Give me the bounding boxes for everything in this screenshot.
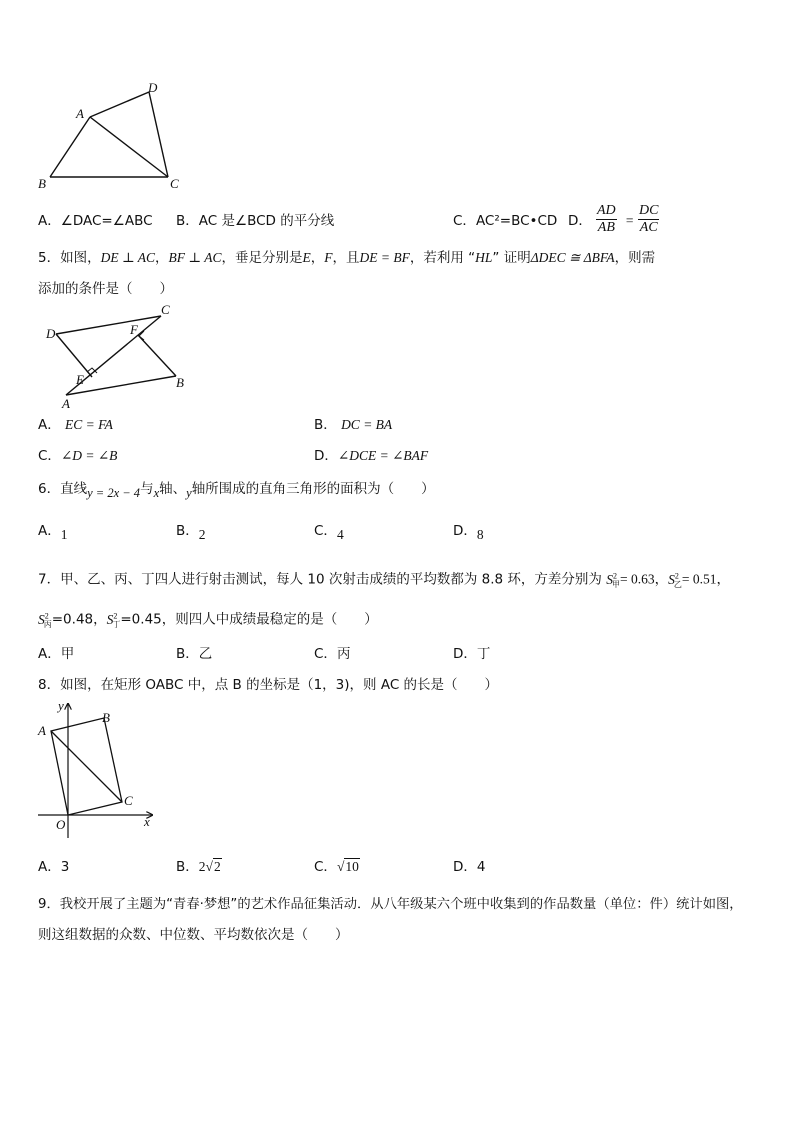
variance-ding: $S^2_丁$ [106, 611, 121, 630]
point-label-d: D [46, 326, 56, 341]
q5-stem-line-1: 5．如图，DE ⊥ AC，BF ⊥ AC，垂足分别是E，F，且DE = BF，若利用 “HL” 证明ΔDEC ≅ ΔBFA，则需 [38, 250, 656, 266]
q8-stem: 8．如图，在矩形 OABC 中，点 B 的坐标是（1，3)，则 AC 的长是（ ） [38, 677, 499, 693]
q8-figure [34, 698, 164, 840]
q7-option-b[interactable]: B．乙 [176, 646, 213, 662]
q7-option-d[interactable]: D．丁 [453, 646, 491, 662]
point-label-b: B [38, 176, 46, 191]
q5-figure [36, 300, 196, 412]
q7-stem-line-2: $S^2_丙=0.48$，$S^2_丁=0.45$，则四人中成绩最稳定的是（ ） [38, 611, 378, 630]
point-label-a: A [62, 396, 70, 411]
q5-option-a[interactable]: A． EC = FA [38, 417, 113, 433]
point-label-c: C [124, 793, 133, 808]
q5-stem-line-2: 添加的条件是（ ） [38, 281, 173, 297]
q7-option-a[interactable]: A．甲 [38, 646, 75, 662]
q6-option-d[interactable]: D．8 [453, 523, 484, 542]
q4-option-d-equals: = [625, 213, 635, 228]
q7-option-c[interactable]: C．丙 [314, 646, 351, 662]
q4-option-c[interactable]: C．AC²=BC•CD [453, 213, 558, 229]
segment-BA [50, 117, 90, 177]
q4-option-d-letter[interactable]: D． [568, 213, 592, 229]
point-label-a: A [76, 106, 84, 121]
point-label-o: O [56, 817, 66, 832]
q4-option-d-fraction-2: $\frac{DC}{AC}$ [639, 203, 659, 235]
point-label-b: B [102, 710, 110, 725]
q5-option-b[interactable]: B． DC = BA [314, 417, 393, 433]
variance-jia: $S^2_甲$ [606, 571, 620, 590]
q6-option-a[interactable]: A．1 [38, 523, 68, 542]
q4-option-b[interactable]: B．AC 是∠BCD 的平分线 [176, 213, 335, 229]
variance-yi: $S^2_乙$ [668, 571, 682, 590]
point-label-a: A [38, 723, 46, 738]
q8-option-b[interactable]: B．2√2 [176, 859, 221, 875]
q5-option-c[interactable]: C．∠D = ∠B [38, 448, 118, 464]
q9-stem-line-2: 则这组数据的众数、中位数、平均数依次是（ ） [38, 927, 349, 943]
q4-option-d-fraction-1: $\frac{AD}{AB}$ [597, 203, 616, 235]
q6-option-b[interactable]: B．2 [176, 523, 206, 542]
variance-bing: $S^2_丙$ [38, 611, 52, 630]
point-label-c: C [161, 302, 170, 317]
segment-DC [56, 316, 161, 334]
point-label-c: C [170, 176, 179, 191]
point-label-d: D [148, 80, 158, 95]
segment-AD [90, 92, 149, 117]
diagonal-ac [51, 731, 122, 802]
q8-option-d[interactable]: D．4 [453, 859, 486, 875]
point-label-b: B [176, 375, 184, 390]
q5-option-d[interactable]: D．∠DCE = ∠BAF [314, 448, 429, 464]
q6-stem: 6．直线y = 2x − 4与x轴、y轴所围成的直角三角形的面积为（ ） [38, 481, 435, 500]
segment-FB [138, 335, 176, 376]
q8-option-c[interactable]: C．√10 [314, 859, 359, 875]
axis-label-x: x [144, 814, 150, 829]
q8-option-a[interactable]: A．3 [38, 859, 70, 875]
q7-stem-line-1: 7．甲、乙、丙、丁四人进行射击测试，每人 10 次射击成绩的平均数都为 8.8 环，方差分别为 $S^2_甲= 0.63$，$S^2_乙= 0.51$， [38, 571, 730, 590]
point-label-f: F [130, 322, 138, 337]
axis-label-y: y [58, 698, 64, 713]
point-label-e: E [76, 372, 84, 387]
q4-figure [32, 80, 192, 192]
q4-option-a[interactable]: A．∠DAC=∠ABC [38, 213, 153, 229]
q9-stem-line-1: 9．我校开展了主题为“青春·梦想”的艺术作品征集活动．从八年级某六个班中收集到的作品数量（单位：件）统计如图， [38, 897, 743, 912]
segment-DE [56, 334, 92, 377]
q6-option-c[interactable]: C．4 [314, 523, 344, 542]
